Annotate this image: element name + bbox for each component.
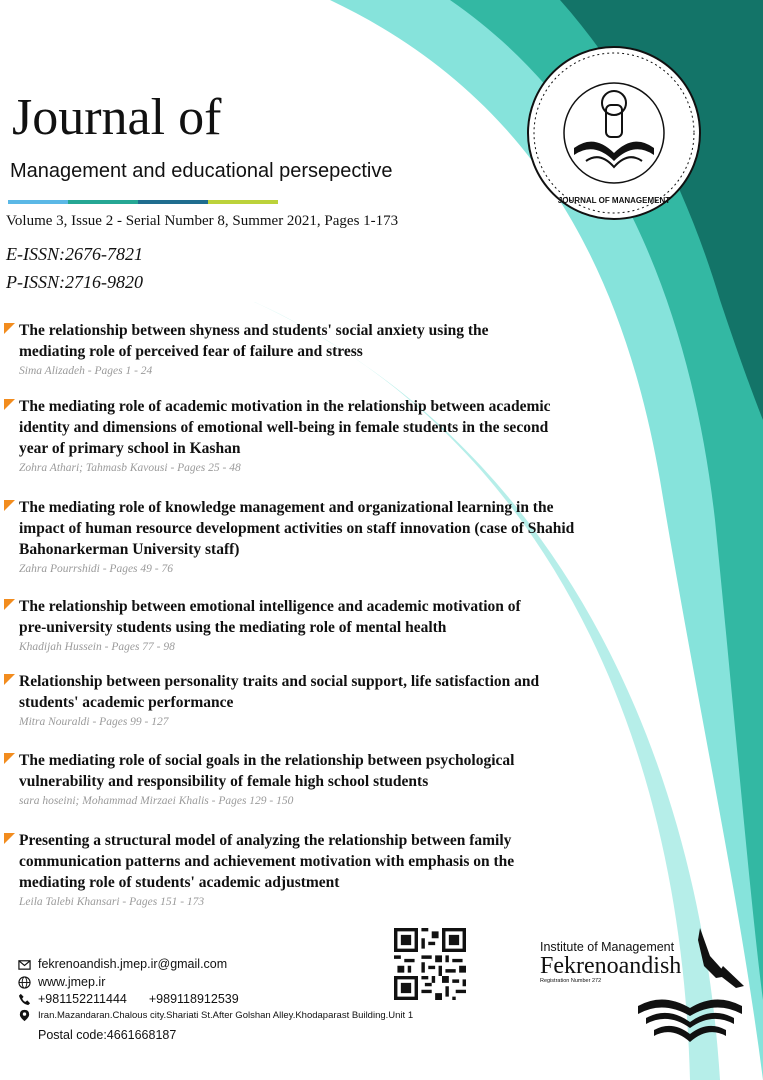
article-title-line: students' academic performance (19, 694, 234, 711)
journal-logo-seal (524, 43, 704, 223)
phone-number-2[interactable]: +989118912539 (148, 992, 239, 1006)
phone-number-1[interactable]: +981152211444 (38, 992, 127, 1006)
article-title-line: mediating role of perceived fear of failure and stress (19, 343, 363, 360)
article-title-line: Relationship between personality traits and social support, life satisfaction and (19, 673, 540, 690)
article-item[interactable] (4, 320, 614, 377)
svg-text:JOURNAL OF MANAGEMENT: JOURNAL OF MANAGEMENT (557, 196, 671, 205)
bullet-triangle-icon (4, 833, 15, 844)
email-link[interactable]: fekrenoandish.jmep.ir@gmail.com (38, 957, 228, 971)
article-item[interactable] (4, 497, 614, 575)
journal-subtitle: Management and educational persepective (10, 160, 393, 182)
article-title-line: impact of human resource development activities on staff innovation (case of Shahid (19, 520, 575, 537)
postal-code: Postal code:4661668187 (38, 1028, 177, 1042)
article-authors: Sima Alizadeh - Pages 1 - 24 (19, 365, 153, 377)
institute-name: Fekrenoandish (540, 953, 682, 979)
e-issn: E-ISSN:2676-7821 (6, 244, 143, 264)
institute-line: Institute of Management (540, 940, 675, 954)
bullet-triangle-icon (4, 599, 15, 610)
address: Iran.Mazandaran.Chalous city.Shariati St.After Golshan Alley.Khodaparast Building.Unit 1 (38, 1010, 414, 1021)
article-title-line: The relationship between emotional intelligence and academic motivation of (19, 598, 521, 615)
article-title-line: Bahonarkerman University staff) (19, 541, 240, 558)
article-authors: Leila Talebi Khansari - Pages 151 - 173 (19, 896, 205, 908)
article-item[interactable] (4, 750, 614, 807)
bullet-triangle-icon (4, 753, 15, 764)
article-title-line: The mediating role of social goals in the relationship between psychological (19, 752, 515, 769)
article-title-line: pre-university students using the mediating role of mental health (19, 619, 447, 636)
article-item[interactable] (4, 671, 614, 728)
article-title-line: communication patterns and achievement motivation with emphasis on the (19, 853, 515, 870)
article-title-line: The mediating role of knowledge management and organizational learning in the (19, 499, 554, 516)
bullet-triangle-icon (4, 323, 15, 334)
bullet-triangle-icon (4, 674, 15, 685)
location-pin-icon (18, 1009, 31, 1022)
article-item[interactable] (4, 396, 614, 474)
book-pen-icon (638, 926, 748, 1046)
volume-info: Volume 3, Issue 2 - Serial Number 8, Summer 2021, Pages 1-173 (6, 213, 399, 229)
article-title-line: mediating role of students' academic adjustment (19, 874, 340, 891)
article-title-line: identity and dimensions of emotional well-being in female students in the second (19, 419, 549, 436)
qr-code[interactable] (394, 928, 466, 1000)
bullet-triangle-icon (4, 500, 15, 511)
article-authors: Zohra Athari; Tahmasb Kavousi - Pages 25 - 48 (19, 462, 241, 474)
globe-icon (18, 976, 31, 989)
phone-icon (18, 993, 31, 1006)
website-link[interactable]: www.jmep.ir (38, 975, 106, 989)
p-issn: P-ISSN:2716-9820 (6, 272, 143, 292)
article-title-line: The mediating role of academic motivation in the relationship between academic (19, 398, 551, 415)
email-icon (18, 958, 31, 971)
article-title-line: Presenting a structural model of analyzing the relationship between family (19, 832, 512, 849)
article-authors: sara hoseini; Mohammad Mirzaei Khalis - Pages 129 - 150 (19, 795, 294, 807)
article-authors: Zahra Pourrshidi - Pages 49 - 76 (19, 563, 173, 575)
institute-registration: Registration Number 272 (540, 978, 602, 984)
color-bar (8, 200, 278, 204)
article-item[interactable] (4, 830, 614, 908)
article-title-line: year of primary school in Kashan (19, 440, 241, 457)
article-item[interactable] (4, 596, 614, 653)
article-authors: Mitra Nouraldi - Pages 99 - 127 (19, 716, 169, 728)
article-title-line: vulnerability and responsibility of female high school students (19, 773, 429, 790)
article-title-line: The relationship between shyness and students' social anxiety using the (19, 322, 489, 339)
journal-title: Journal of (12, 89, 222, 146)
article-authors: Khadijah Hussein - Pages 77 - 98 (19, 641, 175, 653)
bullet-triangle-icon (4, 399, 15, 410)
